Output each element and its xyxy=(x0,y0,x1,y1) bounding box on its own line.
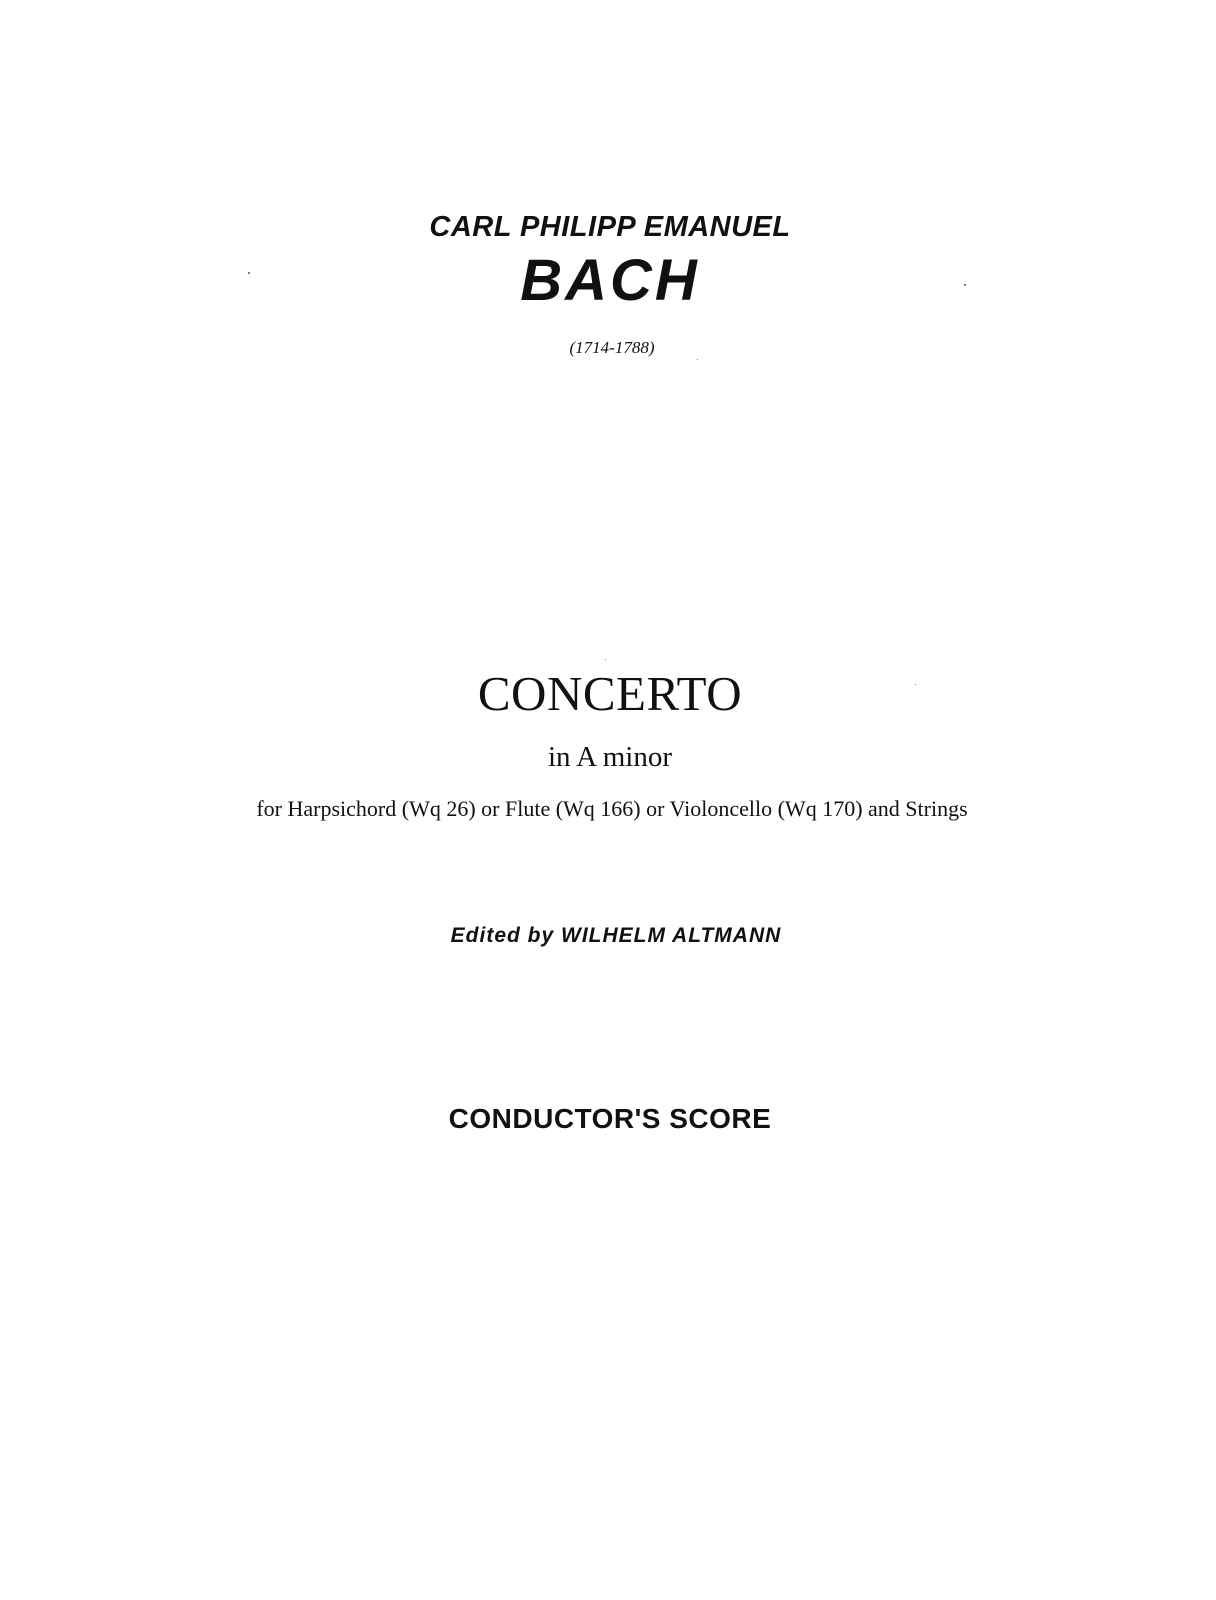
composer-surname: BACH xyxy=(520,248,700,313)
scan-speck xyxy=(964,284,966,286)
scan-speck xyxy=(605,659,606,660)
composer-first-names: CARL PHILIPP EMANUEL xyxy=(429,211,791,243)
work-key: in A minor xyxy=(547,741,673,773)
composer-dates: (1714-1788) xyxy=(569,338,655,357)
work-title: CONCERTO xyxy=(477,666,743,721)
scan-speck xyxy=(248,272,250,274)
scan-speck xyxy=(697,359,698,360)
score-type: CONDUCTOR'S SCORE xyxy=(448,1103,772,1134)
editor-credit: Edited by WILHELM ALTMANN xyxy=(450,924,782,947)
scan-speck xyxy=(915,684,916,685)
instrumentation: for Harpsichord (Wq 26) or Flute (Wq 166) or Violoncello (Wq 170) and Strings xyxy=(256,796,968,821)
